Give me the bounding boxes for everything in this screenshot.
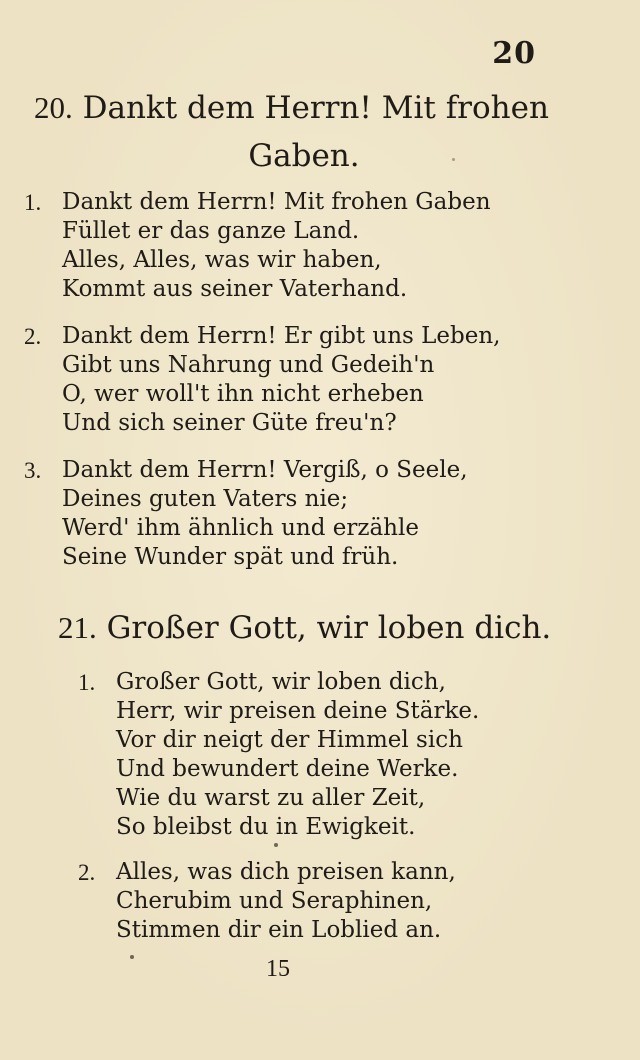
verse-line: Füllet er das ganze Land. xyxy=(62,218,360,244)
hymn-number: 21. xyxy=(58,610,97,645)
verse-line: Vor dir neigt der Himmel sich xyxy=(116,727,463,753)
verse-number: 1. xyxy=(24,190,42,215)
hymn-title-20 xyxy=(34,84,574,180)
hymn-title-line: Großer Gott, wir loben dich. xyxy=(106,610,552,646)
verse-number: 1. xyxy=(78,670,96,695)
verse-line: Deines guten Vaters nie; xyxy=(62,486,349,512)
verse-line: So bleibst du in Ewigkeit. xyxy=(116,814,416,840)
verse-line: Dankt dem Herrn! Vergiß, o Seele, xyxy=(62,457,468,483)
verse-line: Dankt dem Herrn! Mit frohen Gaben xyxy=(62,189,491,215)
verse-line: Cherubim und Seraphinen, xyxy=(116,888,433,914)
verse-line: O, wer woll't ihn nicht erheben xyxy=(62,381,424,407)
verse-line: Gibt uns Nahrung und Gedeih'n xyxy=(62,352,435,378)
verse-line: Herr, wir preisen deine Stärke. xyxy=(116,698,480,724)
verse-line: Dankt dem Herrn! Er gibt uns Leben, xyxy=(62,323,501,349)
verse-line: Und bewundert deine Werke. xyxy=(116,756,459,782)
verse-line: Kommt aus seiner Vaterhand. xyxy=(62,276,408,302)
verse-number: 2. xyxy=(24,324,42,349)
verse-number: 3. xyxy=(24,458,42,483)
hymn-title-line: Gaben. xyxy=(248,138,360,174)
footer-signature-number: 15 xyxy=(266,956,290,982)
paper-speck xyxy=(452,158,455,161)
paper-speck xyxy=(274,843,278,847)
verse-line: Seine Wunder spät und früh. xyxy=(62,544,399,570)
verse-line: Wie du warst zu aller Zeit, xyxy=(116,785,426,811)
page-number: 20 xyxy=(492,36,536,71)
paper-speck xyxy=(130,955,134,959)
verse-line: Stimmen dir ein Loblied an. xyxy=(116,917,442,943)
hymn-number: 20. xyxy=(34,90,73,125)
verse-line: Werd' ihm ähnlich und erzähle xyxy=(62,515,419,541)
verse-20-1 xyxy=(24,188,491,304)
verse-20-3 xyxy=(24,456,468,572)
verse-21-1 xyxy=(78,668,480,842)
verse-number: 2. xyxy=(78,860,96,885)
verse-20-2 xyxy=(24,322,501,438)
verse-21-2 xyxy=(78,858,456,945)
verse-line: Alles, was dich preisen kann, xyxy=(116,859,456,885)
verse-line: Großer Gott, wir loben dich, xyxy=(116,669,446,695)
hymn-title-line: Dankt dem Herrn! Mit frohen xyxy=(82,90,549,126)
hymn-title-21 xyxy=(58,604,598,652)
verse-line: Und sich seiner Güte freu'n? xyxy=(62,410,397,436)
verse-line: Alles, Alles, was wir haben, xyxy=(62,247,382,273)
